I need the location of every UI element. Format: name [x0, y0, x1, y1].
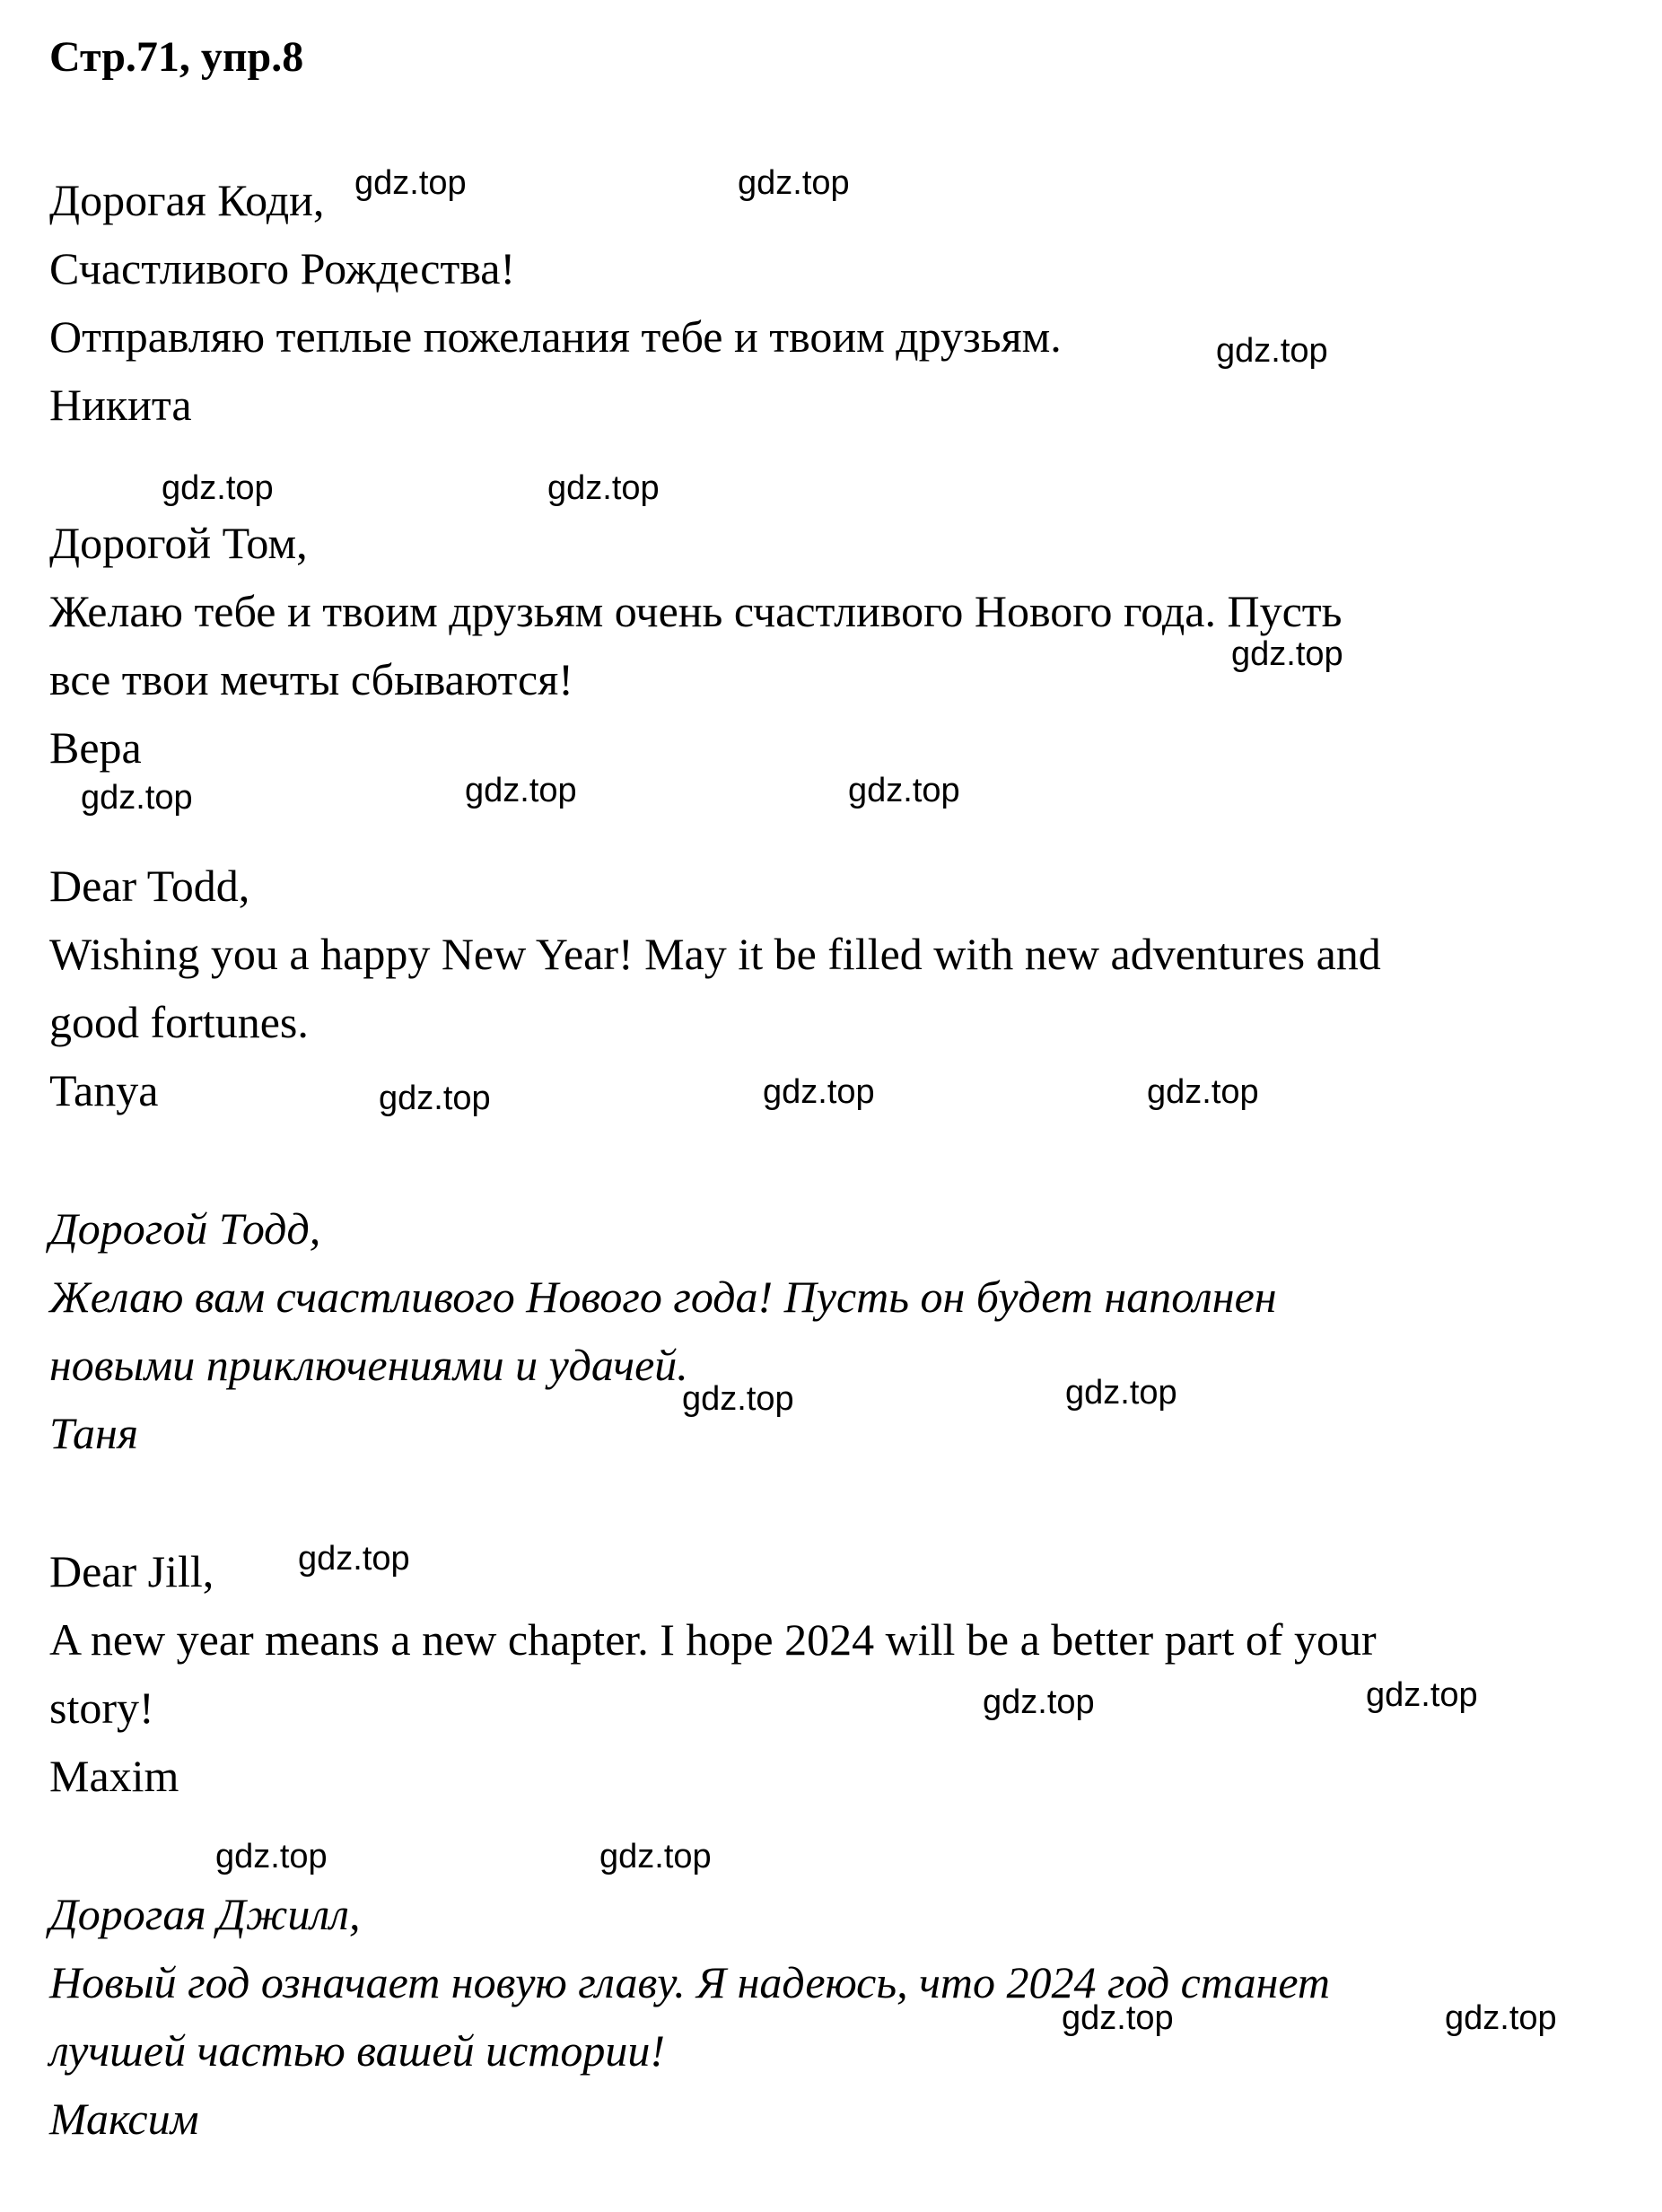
watermark: gdz.top: [1147, 1073, 1259, 1111]
letter-4-signature: Таня: [49, 1408, 139, 1458]
letter-2-greeting: Дорогой Том,: [49, 518, 308, 568]
watermark: gdz.top: [298, 1540, 410, 1578]
watermark: gdz.top: [1065, 1374, 1177, 1412]
watermark: gdz.top: [547, 469, 660, 507]
letter-4-body-line-2: новыми приключениями и удачей.: [49, 1340, 688, 1390]
watermark: gdz.top: [465, 772, 577, 809]
watermark: gdz.top: [848, 772, 960, 809]
letter-2-body-line-2: все твои мечты сбываются!: [49, 654, 573, 704]
letter-4-body-line-1: Желаю вам счастливого Нового года! Пусть он будет наполнен: [49, 1272, 1277, 1322]
letter-6-body-line-1: Новый год означает новую главу. Я надеюсь, что 2024 год станет: [49, 1957, 1331, 2007]
watermark: gdz.top: [1445, 1999, 1557, 2037]
watermark: gdz.top: [81, 779, 193, 817]
letter-3-body-line-2: good fortunes.: [49, 997, 309, 1047]
page-title: Стр.71, упр.8: [49, 33, 304, 81]
letter-4-greeting: Дорогой Тодд,: [49, 1203, 321, 1254]
letter-5-body-line-1: A new year means a new chapter. I hope 2024 will be a better part of your: [49, 1614, 1377, 1665]
letter-3-signature: Tanya: [49, 1065, 159, 1115]
watermark: gdz.top: [1216, 332, 1328, 370]
watermark: gdz.top: [162, 469, 274, 507]
watermark: gdz.top: [354, 164, 467, 202]
letter-2-signature: Вера: [49, 722, 142, 773]
watermark: gdz.top: [1366, 1676, 1478, 1714]
letter-1-body-line-1: Счастливого Рождества!: [49, 243, 516, 293]
watermark: gdz.top: [682, 1380, 794, 1418]
letter-2-body-line-1: Желаю тебе и твоим друзьям очень счастливого Нового года. Пусть: [49, 586, 1343, 636]
letter-5-signature: Maxim: [49, 1751, 179, 1801]
letter-1-greeting: Дорогая Коди,: [49, 175, 325, 225]
watermark: gdz.top: [215, 1838, 328, 1875]
letter-1-signature: Никита: [49, 380, 192, 430]
letter-6-signature: Максим: [49, 2094, 199, 2144]
watermark: gdz.top: [599, 1838, 712, 1875]
letter-6-body-line-2: лучшей частью вашей истории!: [49, 2025, 666, 2076]
letter-6-greeting: Дорогая Джилл,: [49, 1889, 361, 1939]
watermark: gdz.top: [1231, 635, 1343, 673]
watermark: gdz.top: [763, 1073, 875, 1111]
watermark: gdz.top: [983, 1683, 1095, 1721]
letter-5-body-line-2: story!: [49, 1683, 154, 1733]
watermark: gdz.top: [1062, 1999, 1174, 2037]
letter-3-body-line-1: Wishing you a happy New Year! May it be filled with new adventures and: [49, 929, 1381, 979]
watermark: gdz.top: [379, 1080, 491, 1117]
letter-5-greeting: Dear Jill,: [49, 1546, 214, 1596]
watermark: gdz.top: [738, 164, 850, 202]
letter-1-body-line-2: Отправляю теплые пожелания тебе и твоим друзьям.: [49, 311, 1062, 362]
letter-3-greeting: Dear Todd,: [49, 861, 250, 911]
